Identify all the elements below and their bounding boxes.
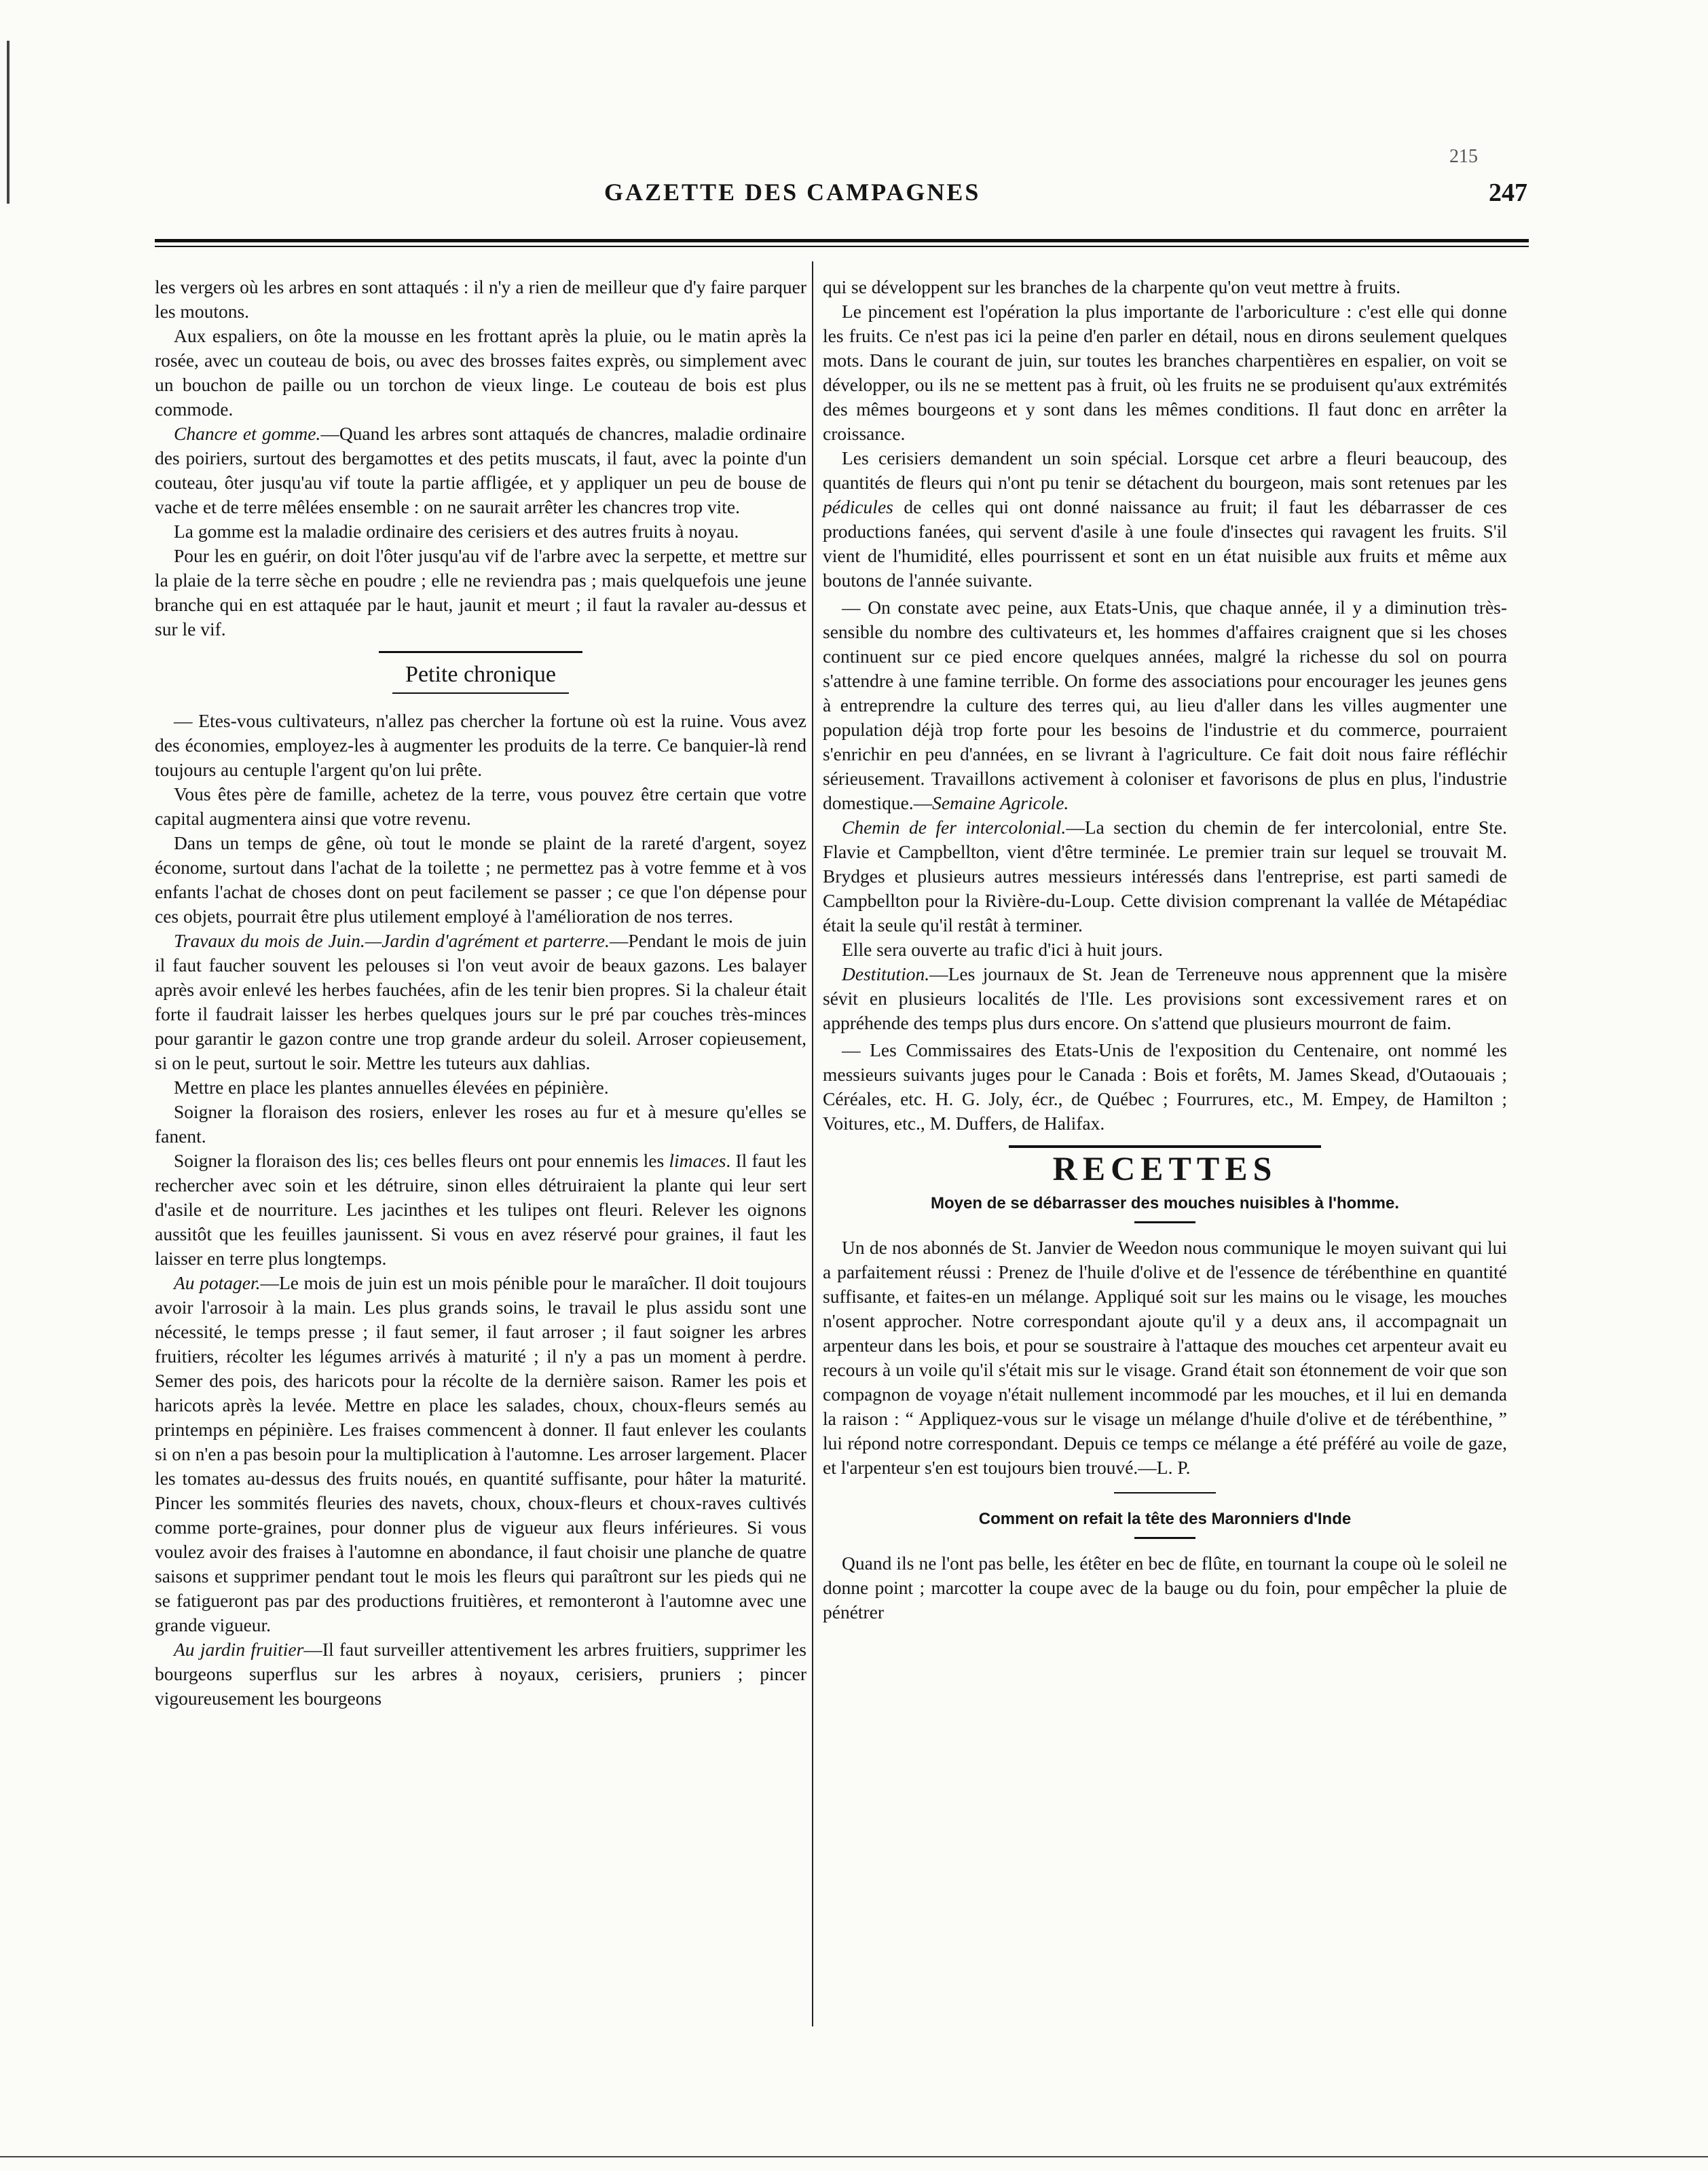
recipe-title: Comment on refait la tête des Maronniers d'Inde [823, 1507, 1507, 1539]
paragraph: les vergers où les arbres en sont attaqués : il n'y a rien de meilleur que d'y faire parquer les moutons. [155, 276, 806, 322]
paragraph: — On constate avec peine, aux Etats-Unis, que chaque année, il y a diminution très-sensible du nombre des cultivateurs et, les hommes d'affaires craignent que si les choses continuent sur ce pied encore quelques années, malgré la richesse du sol on pourra s'attendre à une famine terrible. On forme des associations pour encourager les jeunes gens à entreprendre la culture des terres qui, au lieu d'aller dans les villes augmenter une population déjà trop forte pour les besoins de l'industrie et du commerce, pourraient s'enrichir en peu d'années, en se livrant à l'agriculture. Ce fait doit nous faire réfléchir sérieusement. Travaillons activement à coloniser et favorisons de plus en plus, l'industrie domestique.—Semaine Agricole. [823, 597, 1507, 813]
paragraph-lead: Au potager. [174, 1272, 261, 1293]
paragraph: Mettre en place les plantes annuelles élevées en pépinière. [174, 1077, 609, 1098]
paragraph: Un de nos abonnés de St. Janvier de Weedon nous communique le moyen suivant qui lui a parfaitement réussi : Prenez de l'huile d'olive et de l'essence de térébenthine en quantité suffisante, et faites-en un mélange. Appliqué soit sur les mains ou le visage, les mouches n'osent approcher. Notre correspondant ajoute qu'il y a deux ans, il accompagnait un arpenteur dans les bois, et pour se soustraire à l'attaque des mouches cet arpenteur avait eu recours à un voile qu'il s'était mis sur le visage. Grand était son étonnement de voir que son compagnon de voyage n'était nullement incommodé par les mouches, et il lui en demanda la raison : “ Appliquez-vous sur le visage un mélange d'huile d'olive et de térébenthine, ” lui répond notre correspondant. Depuis ce temps ce mélange a été préféré au voile de gaze, et l'arpenteur s'en est toujours bien trouvé.—L. P. [823, 1237, 1507, 1478]
paragraph: Chancre et gomme.—Quand les arbres sont attaqués de chancres, maladie ordinaire des poiriers, surtout des bergamottes et des petits muscats, il faut, avec la pointe d'un couteau, ôter jusqu'au vif toute la partie affligée, et y appliquer un peu de bouse de vache et de terre mêlées ensemble : on ne saurait arrêter les chancres trop vite. [155, 423, 806, 517]
left-column [155, 275, 806, 1711]
section-title: Petite chronique [405, 662, 556, 687]
paragraph: Les cerisiers demandent un soin spécial. Lorsque cet arbre a fleuri beaucoup, des quantités de fleurs qui n'ont pu tenir se détachent du bourgeon, mais sont retenues par les pédicules de celles qui ont donné naissance au fruit; il faut les débarrasser de ces productions fanées, qui servent d'asile à une foule d'insectes qui ravagent les fruits. S'il vient de l'humidité, elles pourrissent et sont en un état nuisible aux fruits et même aux boutons de l'année suivante. [823, 447, 1507, 591]
header-rule-bottom [155, 246, 1529, 247]
newspaper-title: GAZETTE DES CAMPAGNES [604, 179, 981, 206]
paragraph: Destitution.—Les journaux de St. Jean de Terreneuve nous apprennent que la misère sévit en plusieurs localités de l'Ile. Les provisions sont excessivement rares et on appréhende des temps plus durs encore. On s'attend que plusieurs mourront de faim. [823, 963, 1507, 1033]
paragraph: Vous êtes père de famille, achetez de la terre, vous pouvez être certain que votre capital augmentera ainsi que votre revenu. [155, 783, 806, 829]
paragraph: Travaux du mois de Juin.—Jardin d'agrément et parterre.—Pendant le mois de juin il faut faucher souvent les pelouses si l'on veut avoir de beaux gazons. Les balayer après avoir enlevé les herbes fauchées, afin de les tenir bien propres. Si la chaleur était forte il faudrait laisser les herbes quelques jours sur le pré par couches très-minces pour garantir le gazon contre une trop grande ardeur du soleil. Arroser copieusement, si on le peut, surtout le soir. Mettre les tuteurs aux dahlias. [155, 930, 806, 1073]
scan-bottom-edge [0, 2156, 1708, 2157]
section-title: RECETTES [1052, 1149, 1278, 1187]
corner-annotation: 215 [1449, 146, 1478, 167]
paragraph-lead: Chemin de fer intercolonial. [842, 817, 1066, 838]
paragraph: La gomme est la maladie ordinaire des cerisiers et des autres fruits à noyau. [174, 521, 739, 542]
paragraph-lead: Destitution. [842, 963, 930, 984]
paragraph: qui se développent sur les branches de la charpente qu'on veut mettre à fruits. [823, 276, 1401, 297]
paragraph: — Les Commissaires des Etats-Unis de l'exposition du Centenaire, ont nommé les messieurs suivants juges pour le Canada : Bois et forêts, M. James Skead, d'Outaouais ; Céréales, etc. H. G. Joly, écr., de Québec ; Fourrures, etc., M. Empey, de Hamilton ; Voitures, etc., M. Duffers, de Halifax. [823, 1039, 1507, 1134]
recipe-title: Moyen de se débarrasser des mouches nuisibles à l'homme. [823, 1191, 1507, 1223]
paragraph: — Etes-vous cultivateurs, n'allez pas chercher la fortune où est la ruine. Vous avez des économies, employez-les à augmenter les produits de la terre. Ce banquier-là rend toujours au centuple l'argent qu'on lui prête. [155, 710, 806, 780]
paragraph: Au jardin fruitier—Il faut surveiller attentivement les arbres fruitiers, supprimer les bourgeons superflus sur les arbres à noyaux, cerisiers, pruniers ; pincer vigoureusement les bourgeons [155, 1639, 806, 1709]
section-heading-recettes [823, 1145, 1507, 1187]
page-header [156, 178, 1527, 219]
column-divider [812, 261, 813, 2026]
divider [1114, 1492, 1216, 1493]
paragraph: Elle sera ouverte au trafic d'ici à huit jours. [842, 939, 1164, 960]
paragraph: Le pincement est l'opération la plus importante de l'arboriculture : c'est elle qui donne les fruits. Ce n'est pas ici la peine d'en parler en détail, nous en dirons seulement quelques mots. Dans le courant de juin, sur toutes les branches charpentières en espalier, on voit se développer, ou ils ne se mettent pas à fruit, où les fruits ne se produisent qu'aux extrémités des mêmes bourgeons et y sont dans les mêmes conditions. Il faut donc en arrêter la croissance. [823, 301, 1507, 444]
page-number: 247 [1489, 179, 1527, 207]
paragraph-lead: Au jardin fruitier [174, 1639, 304, 1660]
scan-margin-mark [7, 41, 10, 204]
header-rule-top [155, 239, 1529, 242]
paragraph: Aux espaliers, on ôte la mousse en les frottant après la pluie, ou le matin après la rosée, avec un couteau de bois, ou avec des brosses faites exprès, ou simplement avec un bouchon de paille ou un torchon de vieux linge. Le couteau de bois est plus commode. [155, 325, 806, 420]
paragraph: Quand ils ne l'ont pas belle, les étêter en bec de flûte, en tournant la coupe où le soleil ne donne point ; marcotter la coupe avec de la bauge ou du foin, pour empêcher la pluie de pénétrer [823, 1553, 1507, 1622]
paragraph: Au potager.—Le mois de juin est un mois pénible pour le maraîcher. Il doit toujours avoir l'arrosoir à la main. Les plus grands soins, le travail le plus assidu sont une nécessité, le temps presse ; il faut semer, il faut arroser ; il faut soigner les arbres fruitiers, récolter les légumes arrivés à maturité ; il n'y a pas un moment à perdre. Semer des pois, des haricots pour la récolte de la dernière saison. Ramer les pois et haricots après la levée. Mettre en place les salades, choux, choux-fleurs semés au printemps en pépinière. Les fraises commencent à donner. Il faut enlever les coulants si on n'en a pas besoin pour la multiplication à l'automne. Les arroser largement. Placer les tomates au-dessus des fruits noués, en quantité suffisante, pour hâter la maturité. Pincer les sommités fleuries des navets, choux, choux-fleurs et choux-raves cultivés comme porte-graines, pour donner plus de vigueur aux fleurs inférieures. Si vous voulez avoir des fraises à l'automne en abondance, il faut choisir une planche de quatre saisons et supprimer pendant tout le mois les fleurs qui paraîtront sur les pieds qui ne se fatigueront pas par des productions fruitières, et remonteront à l'automne avec une grande vigueur. [155, 1272, 806, 1635]
right-column [823, 275, 1507, 1625]
section-heading-petite-chronique [155, 651, 806, 694]
paragraph: Soigner la floraison des lis; ces belles fleurs ont pour ennemis les limaces. Il faut les rechercher avec soin et les détruire, sinon elles détruiraient la plante qui leur sert d'asile et de nourriture. Les jacinthes et les tulipes ont fleuri. Relever les oignons aussitôt que les feuilles jaunissent. Si vous en avez réservé pour graines, il faut les laisser en terre plus longtemps. [155, 1150, 806, 1269]
paragraph: Chemin de fer intercolonial.—La section du chemin de fer intercolonial, entre Ste. Flavie et Campbellton, vient d'être terminée. Le premier train sur lequel se trouvait M. Brydges et plusieurs autres messieurs intéressés dans l'entreprise, est parti samedi de Campbellton pour la Rivière-du-Loup. Cette division comprenant la vallée de Métapédiac était la seule qu'il restât à terminer. [823, 817, 1507, 935]
paragraph: Dans un temps de gêne, où tout le monde se plaint de la rareté d'argent, soyez économe, surtout dans l'achat de la toilette ; ne permettez pas à votre femme et à vos enfants l'achat de choses dont on peut facilement se passer ; ce que l'on dépense pour ces objets, pourrait être plus utilement employé à l'amélioration de nos terres. [155, 832, 806, 927]
paragraph-lead: Chancre et gomme. [174, 423, 321, 444]
paragraph: Pour les en guérir, on doit l'ôter jusqu'au vif de l'arbre avec la serpette, et mettre sur la plaie de la terre sèche en poudre ; elle ne reviendra pas ; mais quelquefois une jeune branche qui en est attaquée par le haut, jaunit et meurt ; il faut la ravaler au-dessus et sur le vif. [155, 545, 806, 639]
paragraph: Soigner la floraison des rosiers, enlever les roses au fur et à mesure qu'elles se fanent. [155, 1101, 806, 1147]
paragraph-lead: Travaux du mois de Juin.—Jardin d'agrément et parterre. [174, 930, 610, 951]
